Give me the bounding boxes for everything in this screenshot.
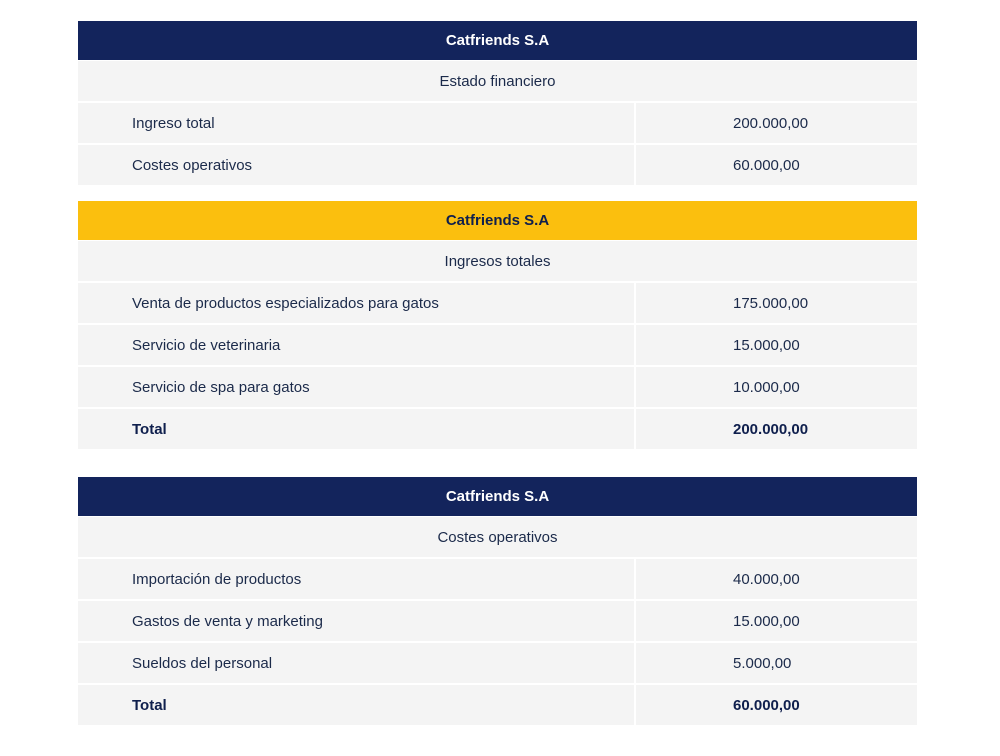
table-row	[78, 325, 917, 365]
revenue-table	[78, 201, 917, 449]
row-value: 200.000,00	[636, 103, 917, 143]
table-subtitle: Estado financiero	[78, 61, 917, 101]
row-value: 175.000,00	[636, 283, 917, 323]
table-row	[78, 601, 917, 641]
row-label: Ingreso total	[78, 103, 634, 143]
row-label: Importación de productos	[78, 559, 634, 599]
row-value: 5.000,00	[636, 643, 917, 683]
table-row	[78, 283, 917, 323]
total-value: 200.000,00	[636, 409, 917, 449]
table-total-row	[78, 409, 917, 449]
row-value: 10.000,00	[636, 367, 917, 407]
row-label: Venta de productos especializados para gatos	[78, 283, 634, 323]
table-header: Catfriends S.A	[78, 21, 917, 60]
total-label: Total	[78, 685, 634, 725]
table-subtitle: Costes operativos	[78, 517, 917, 557]
table-subtitle: Ingresos totales	[78, 241, 917, 281]
table-header: Catfriends S.A	[78, 477, 917, 516]
table-total-row	[78, 685, 917, 725]
total-label: Total	[78, 409, 634, 449]
operating-costs-table	[78, 477, 917, 725]
row-label: Sueldos del personal	[78, 643, 634, 683]
row-value: 15.000,00	[636, 325, 917, 365]
row-label: Costes operativos	[78, 145, 634, 185]
row-value: 60.000,00	[636, 145, 917, 185]
row-value: 15.000,00	[636, 601, 917, 641]
row-label: Gastos de venta y marketing	[78, 601, 634, 641]
table-row	[78, 103, 917, 143]
table-row	[78, 145, 917, 185]
total-value: 60.000,00	[636, 685, 917, 725]
table-row	[78, 643, 917, 683]
financial-statement-table	[78, 21, 917, 185]
table-row	[78, 559, 917, 599]
row-label: Servicio de veterinaria	[78, 325, 634, 365]
row-label: Servicio de spa para gatos	[78, 367, 634, 407]
table-header: Catfriends S.A	[78, 201, 917, 240]
table-row	[78, 367, 917, 407]
row-value: 40.000,00	[636, 559, 917, 599]
